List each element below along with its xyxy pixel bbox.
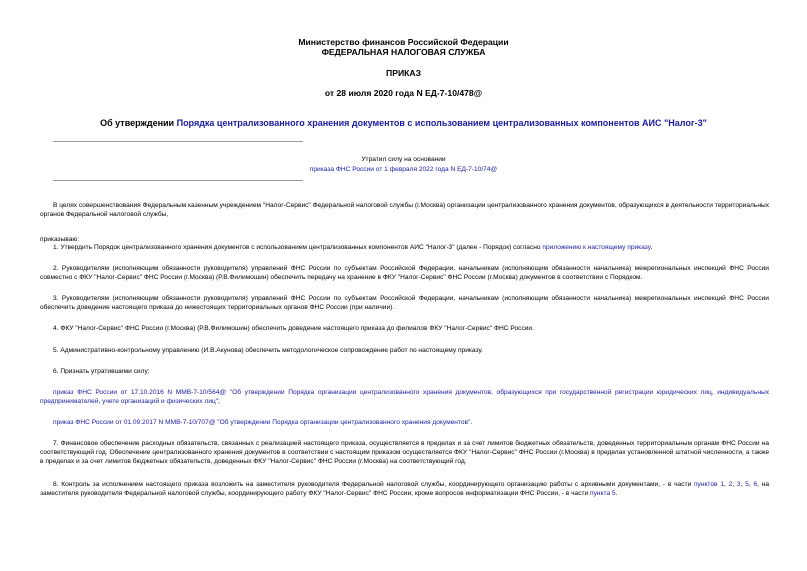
p8-sep: , — [748, 481, 754, 488]
divider-top — [53, 141, 303, 142]
p8-sep: , — [732, 481, 737, 488]
paragraph-7: 7. Финансовое обеспечение расходных обязательств, связанных с реализацией настоящего приказа, осуществляется в пределах и за счет лимитов бюджетных обязательств, доведенных территориальным органам ФНС России на соответствующий год. Обеспечение централизованного хранения документов в соответствии с настоящим приказом осуществляется ФКУ "Налог-Сервис" ФНС России (г.Москва) в пределах установленной штатной численности, а также в пределах и за счет лимитов бюджетных обязательств, доведенных ФКУ "Налог-Сервис" ФНС России (г.Москва) на соответствующий год. — [40, 440, 769, 465]
p8-end: . — [615, 489, 618, 497]
p1-end: . — [650, 244, 653, 251]
paragraph-2: 2. Руководителям (исполняющим обязанности руководителя) управлений ФНС России по субъектам Российской Федерации, начальникам (исполняющим обязанности начальника) межрегиональных инспекций ФНС России совместно с ФКУ "Налог-Сервис" ФНС России (г.Москва) (Р.В.Филимошин) обеспечить передачу на хранение в ФКУ "Налог-Сервис" ФНС России (г.Москва) документов в соответствии с Порядком. — [40, 265, 769, 281]
p6b-end: . — [470, 419, 473, 426]
ministry-name: Министерство финансов Российской Федерации — [298, 37, 509, 47]
p8-text2: , на заместителя руководителя Федеральной налоговой службы, координирующего работу ФКУ "Налог-Сервис" ФНС России, кроме вопросов информатизации ФНС России, - в части — [40, 481, 770, 497]
paragraph-6a — [40, 389, 769, 407]
document-title — [0, 118, 807, 128]
divider-bottom — [53, 180, 303, 181]
p8-sep: , — [723, 481, 729, 488]
p8-text1: 8. Контроль за исполнением настоящего приказа возложить на заместителя руководителя Федеральной налоговой службы, координирующего организацию работы с архивными документами, - в части — [53, 481, 694, 488]
p8-sep: , — [740, 481, 746, 488]
p8-link-punkt-3[interactable]: 3 — [736, 481, 741, 488]
title-prefix: Об утверждении — [100, 118, 177, 128]
document-type: ПРИКАЗ — [386, 68, 421, 78]
paragraph-5: 5. Административно-контрольному управлению (И.В.Акунова) обеспечить методологическое сопровождение работ по настоящему приказу. — [53, 347, 483, 354]
document-date-number: от 28 июля 2020 года N ЕД-7-10/478@ — [324, 88, 483, 98]
p8-link-punkt-6[interactable]: 6 — [753, 481, 758, 488]
paragraph-3: 3. Руководителям (исполняющим обязанности руководителя) управлений ФНС России по субъектам Российской Федерации, начальникам (исполняющим обязанности начальника) межрегиональных инспекций ФНС России обеспечить доведение настоящего приказа до нижестоящих территориальных органов ФНС России (при наличии). — [40, 295, 769, 311]
paragraph-4: 4. ФКУ "Налог-Сервис" ФНС России (г.Москва) (Р.В.Филимошин) обеспечить доведение настоящего приказа до филиалов ФКУ "Налог-Сервис" ФНС России. — [53, 325, 534, 332]
p1-appendix-link[interactable]: приложению к настоящему приказу — [542, 244, 651, 251]
paragraph-1 — [40, 244, 769, 253]
p6b-link[interactable]: приказ ФНС России от 01.09.2017 N ММВ-7-10/707@ "Об утверждении Порядка организации централизованного хранения документов" — [53, 419, 471, 426]
p8-link-punkt-5[interactable]: 5 — [745, 481, 749, 488]
paragraph-8 — [40, 481, 769, 499]
p8-link-punkt-2[interactable]: 2 — [728, 481, 733, 488]
repeal-notice-label: Утратил силу на основании — [361, 156, 446, 163]
intro-paragraph: В целях совершенствования Федеральным казенным учреждением "Налог-Сервис" Федеральной налоговой службы (г.Москва) организации централизованного хранения документов, образующихся в деятельности территориальных органов Федеральной налоговой службы, — [40, 202, 769, 218]
paragraph-6: 6. Признать утратившими силу: — [53, 368, 150, 375]
p8-link-punkt-1[interactable]: пунктов 1 — [693, 481, 724, 488]
p1-text: 1. Утвердить Порядок централизованного хранения документов с использованием централизованных компонентов АИС "Налог-3" (далее - Порядок) согласно — [53, 244, 543, 251]
p6a-end: ; — [218, 397, 220, 405]
p8-link-punkt-5b[interactable]: пункта 5 — [590, 489, 616, 497]
paragraph-6b — [40, 419, 769, 428]
repeal-notice-link[interactable]: приказа ФНС России от 1 февраля 2022 года N ЕД-7-10/74@ — [309, 166, 498, 173]
service-name: ФЕДЕРАЛЬНАЯ НАЛОГОВАЯ СЛУЖБА — [321, 47, 486, 57]
prikazyvayu: приказываю: — [40, 236, 80, 243]
p6a-link[interactable]: приказ ФНС России от 17.10.2016 N ММВ-7-10/564@ "Об утверждении Порядка организации централизованного хранения документов, образующихся при государственной регистрации юридических лиц, индивидуальных предпринимателей, учете организаций и физических лиц" — [40, 389, 769, 405]
title-link[interactable]: Порядка централизованного хранения документов с использованием централизованных компонентов АИС "Налог-3" — [176, 118, 707, 128]
